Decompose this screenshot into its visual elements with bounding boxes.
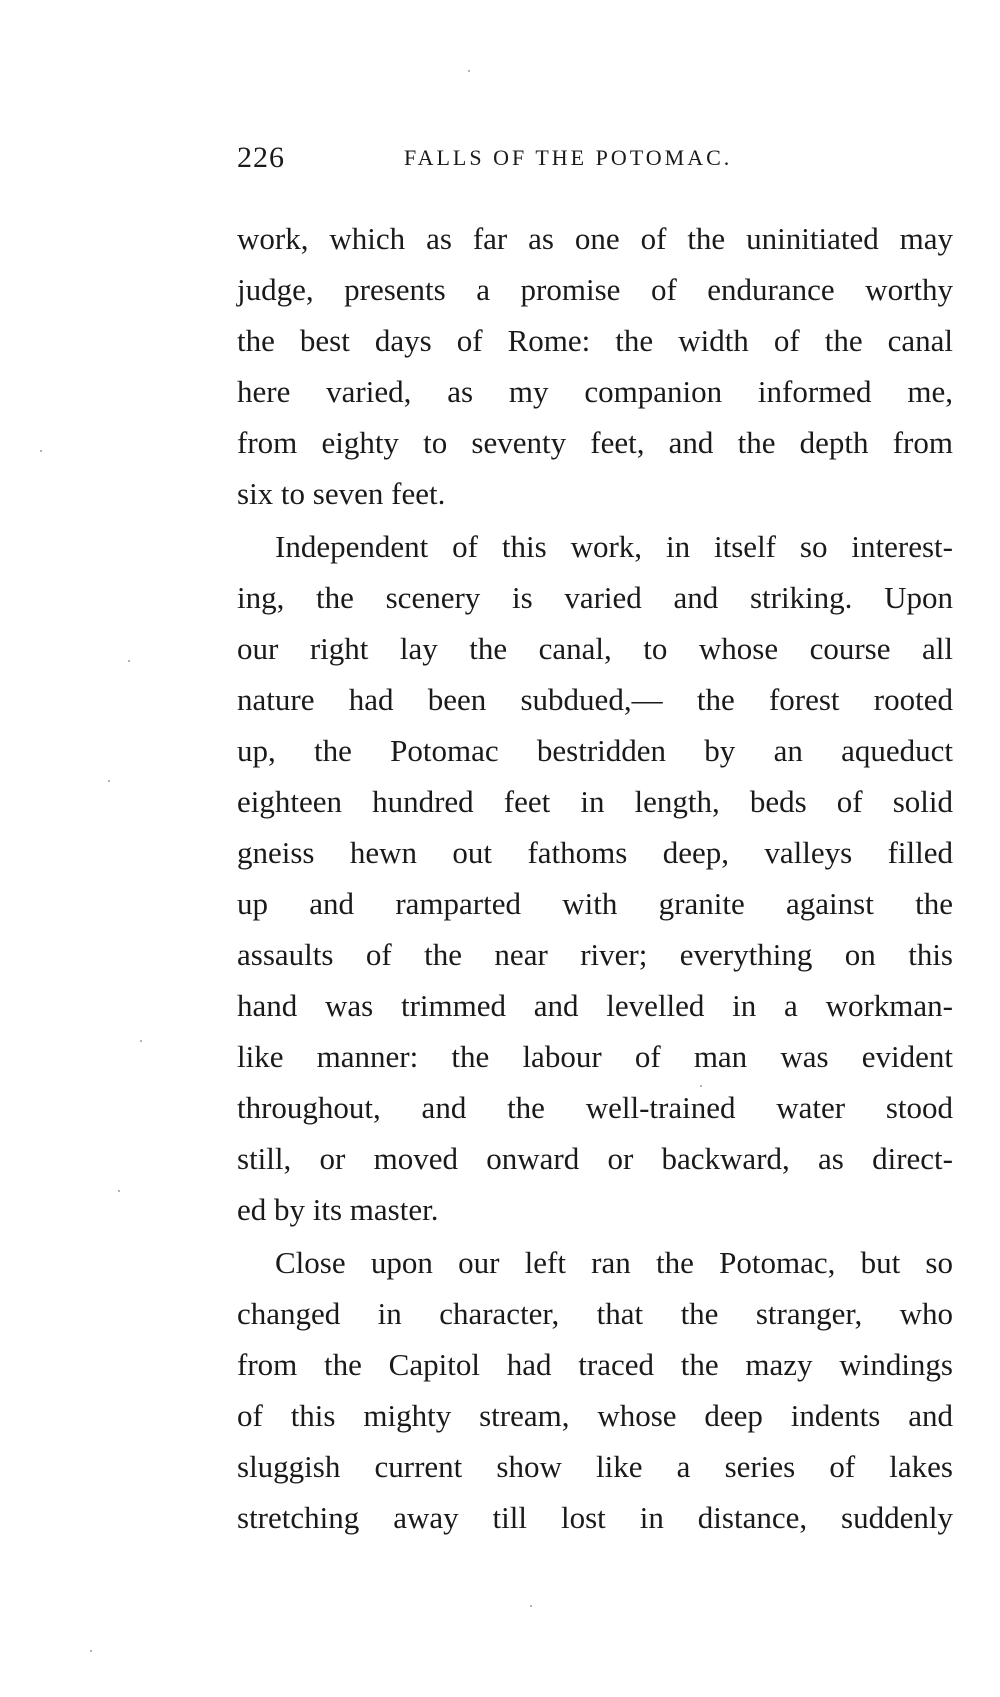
text-line: from eighty to seventy feet, and the depth from (237, 425, 953, 460)
text-line: the best days of Rome: the width of the canal (237, 323, 953, 358)
text-line: ed by its master. (237, 1192, 439, 1227)
text-line: ing, the scenery is varied and striking. Upon (237, 580, 953, 615)
text-line: sluggish current show like a series of lakes (237, 1449, 953, 1484)
text-line: still, or moved onward or backward, as direct- (237, 1141, 953, 1176)
text-line: like manner: the labour of man was evident (237, 1039, 953, 1074)
page-number: 226 (237, 141, 285, 174)
paragraph (237, 521, 953, 1235)
text-line: our right lay the canal, to whose course all (237, 631, 953, 666)
text-line: up and ramparted with granite against the (237, 886, 953, 921)
paragraph (237, 1237, 953, 1543)
text-line: here varied, as my companion informed me, (237, 374, 953, 409)
text-line: of this mighty stream, whose deep indents and (237, 1398, 953, 1433)
text-line: up, the Potomac bestridden by an aqueduct (237, 733, 953, 768)
text-line: hand was trimmed and levelled in a workman- (237, 988, 953, 1023)
text-line: nature had been subdued,— the forest rooted (237, 682, 953, 717)
text-line: eighteen hundred feet in length, beds of solid (237, 784, 953, 819)
text-line: from the Capitol had traced the mazy windings (237, 1347, 953, 1382)
running-head: FALLS OF THE POTOMAC. (404, 145, 733, 170)
text-line: work, which as far as one of the uninitiated may (237, 221, 953, 256)
text-line: six to seven feet. (237, 476, 446, 511)
text-line: assaults of the near river; everything on this (237, 937, 953, 972)
page-header (237, 141, 957, 181)
text-line: gneiss hewn out fathoms deep, valleys filled (237, 835, 953, 870)
text-line: throughout, and the well-trained water stood (237, 1090, 953, 1125)
text-line: stretching away till lost in distance, suddenly (237, 1500, 953, 1535)
text-line: Independent of this work, in itself so interest- (275, 529, 953, 564)
text-line: changed in character, that the stranger, who (237, 1296, 953, 1331)
text-line: Close upon our left ran the Potomac, but so (275, 1245, 953, 1280)
body-text (237, 213, 953, 1543)
paragraph (237, 213, 953, 519)
text-line: judge, presents a promise of endurance worthy (237, 272, 953, 307)
